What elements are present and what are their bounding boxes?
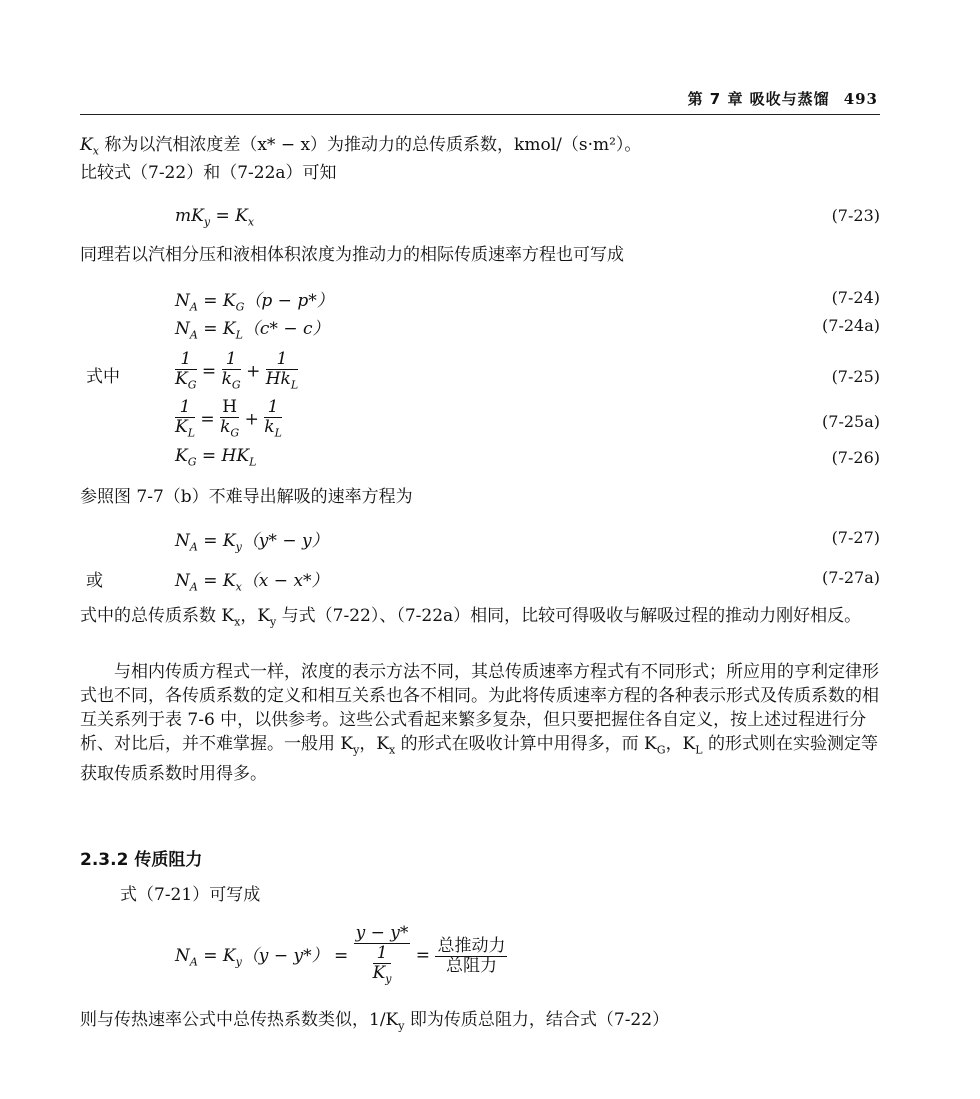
text-line-3: 同理若以汽相分压和液相体积浓度为推动力的相际传质速率方程也可写成 bbox=[80, 245, 624, 265]
page-number: 493 bbox=[843, 90, 878, 108]
equation-7-27a: $N_A = K_x(x - x*)$ bbox=[175, 571, 329, 594]
equation-7-24a: $N_A = K_L(c* - c)$ bbox=[175, 319, 330, 342]
label-shizhong: 式中 bbox=[86, 367, 120, 387]
equation-7-25a: $\frac{1}{K_L}$ = $\frac{H}{k_G}$ + $\frac{1}{k_L}$ bbox=[175, 397, 282, 440]
equation-final: $N_A = K_y(y - y*)$ = $\frac{y - y*}{\frac{1}{K_y}}$ = $\frac{\text{总推动力}}{\text{总阻力}}$ bbox=[175, 923, 506, 986]
eq-number-7-27: (7-27) bbox=[831, 528, 880, 547]
page-header bbox=[80, 86, 880, 115]
paragraph-last: 则与传热速率公式中总传热系数类似，$1/K_y$ 即为传质总阻力，结合式（7-22） bbox=[80, 1010, 670, 1033]
eq-number-7-24: (7-24) bbox=[831, 288, 880, 307]
eq-number-7-27a: (7-27a) bbox=[822, 568, 880, 587]
equation-7-27: $N_A = K_y(y* - y)$ bbox=[175, 531, 329, 554]
running-head bbox=[688, 88, 878, 109]
text-line-1: $K_x$ 称为以汽相浓度差（x* − x）为推动力的总传质系数，kmol/（s·m²）。 bbox=[80, 135, 642, 158]
paragraph-1: 式中的总传质系数 $K_x$，$K_y$ 与式（7-22）、（7-22a）相同，比较可得吸收与解吸过程的推动力刚好相反。 bbox=[80, 606, 862, 629]
text-line-4: 参照图 7-7（b）不难导出解吸的速率方程为 bbox=[80, 487, 413, 507]
symbol-kx: $K_x$ bbox=[80, 135, 99, 158]
label-or: 或 bbox=[86, 571, 103, 591]
equation-7-26: $K_G = HK_L$ bbox=[175, 446, 257, 469]
section-heading: 2.3.2 传质阻力 bbox=[80, 850, 203, 870]
equation-7-24: $N_A = K_G(p - p*)$ bbox=[175, 291, 334, 314]
eq-number-7-25: (7-25) bbox=[831, 367, 880, 386]
eq-number-7-25a: (7-25a) bbox=[822, 412, 880, 431]
equation-7-25: $\frac{1}{K_G}$ = $\frac{1}{k_G}$ + $\frac{1}{Hk_L}$ bbox=[175, 349, 299, 392]
text-line-2: 比较式（7-22）和（7-22a）可知 bbox=[80, 163, 337, 183]
eq-number-7-24a: (7-24a) bbox=[822, 316, 880, 335]
equation-7-23: $mK_y = K_x$ bbox=[175, 206, 255, 229]
eq-number-7-23: (7-23) bbox=[831, 206, 880, 225]
chapter-title: 第 7 章 吸收与蒸馏 bbox=[687, 90, 830, 108]
eq-number-7-26: (7-26) bbox=[831, 448, 880, 467]
text-line-5: 式（7-21）可写成 bbox=[120, 885, 261, 905]
paragraph-2: 与相内传质方程式一样，浓度的表示方法不同，其总传质速率方程式有不同形式；所应用的亨利定律形式也不同，各传质系数的定义和相互关系也各不相同。为此将传质速率方程的各种表示形式及传质系数的相互关系列于表 7-6 中，以供参考。这些公式看起来繁多复杂，但只要把握住各自定义，按上述过程进行分析、对比后，并不难掌握。一般用 $K_y$，$K_x$ 的形式在吸收计算中用得多，而 $K_G$，$K_L$ 的形式则在实验测定等获取传质系数时用得多。 bbox=[80, 662, 879, 785]
